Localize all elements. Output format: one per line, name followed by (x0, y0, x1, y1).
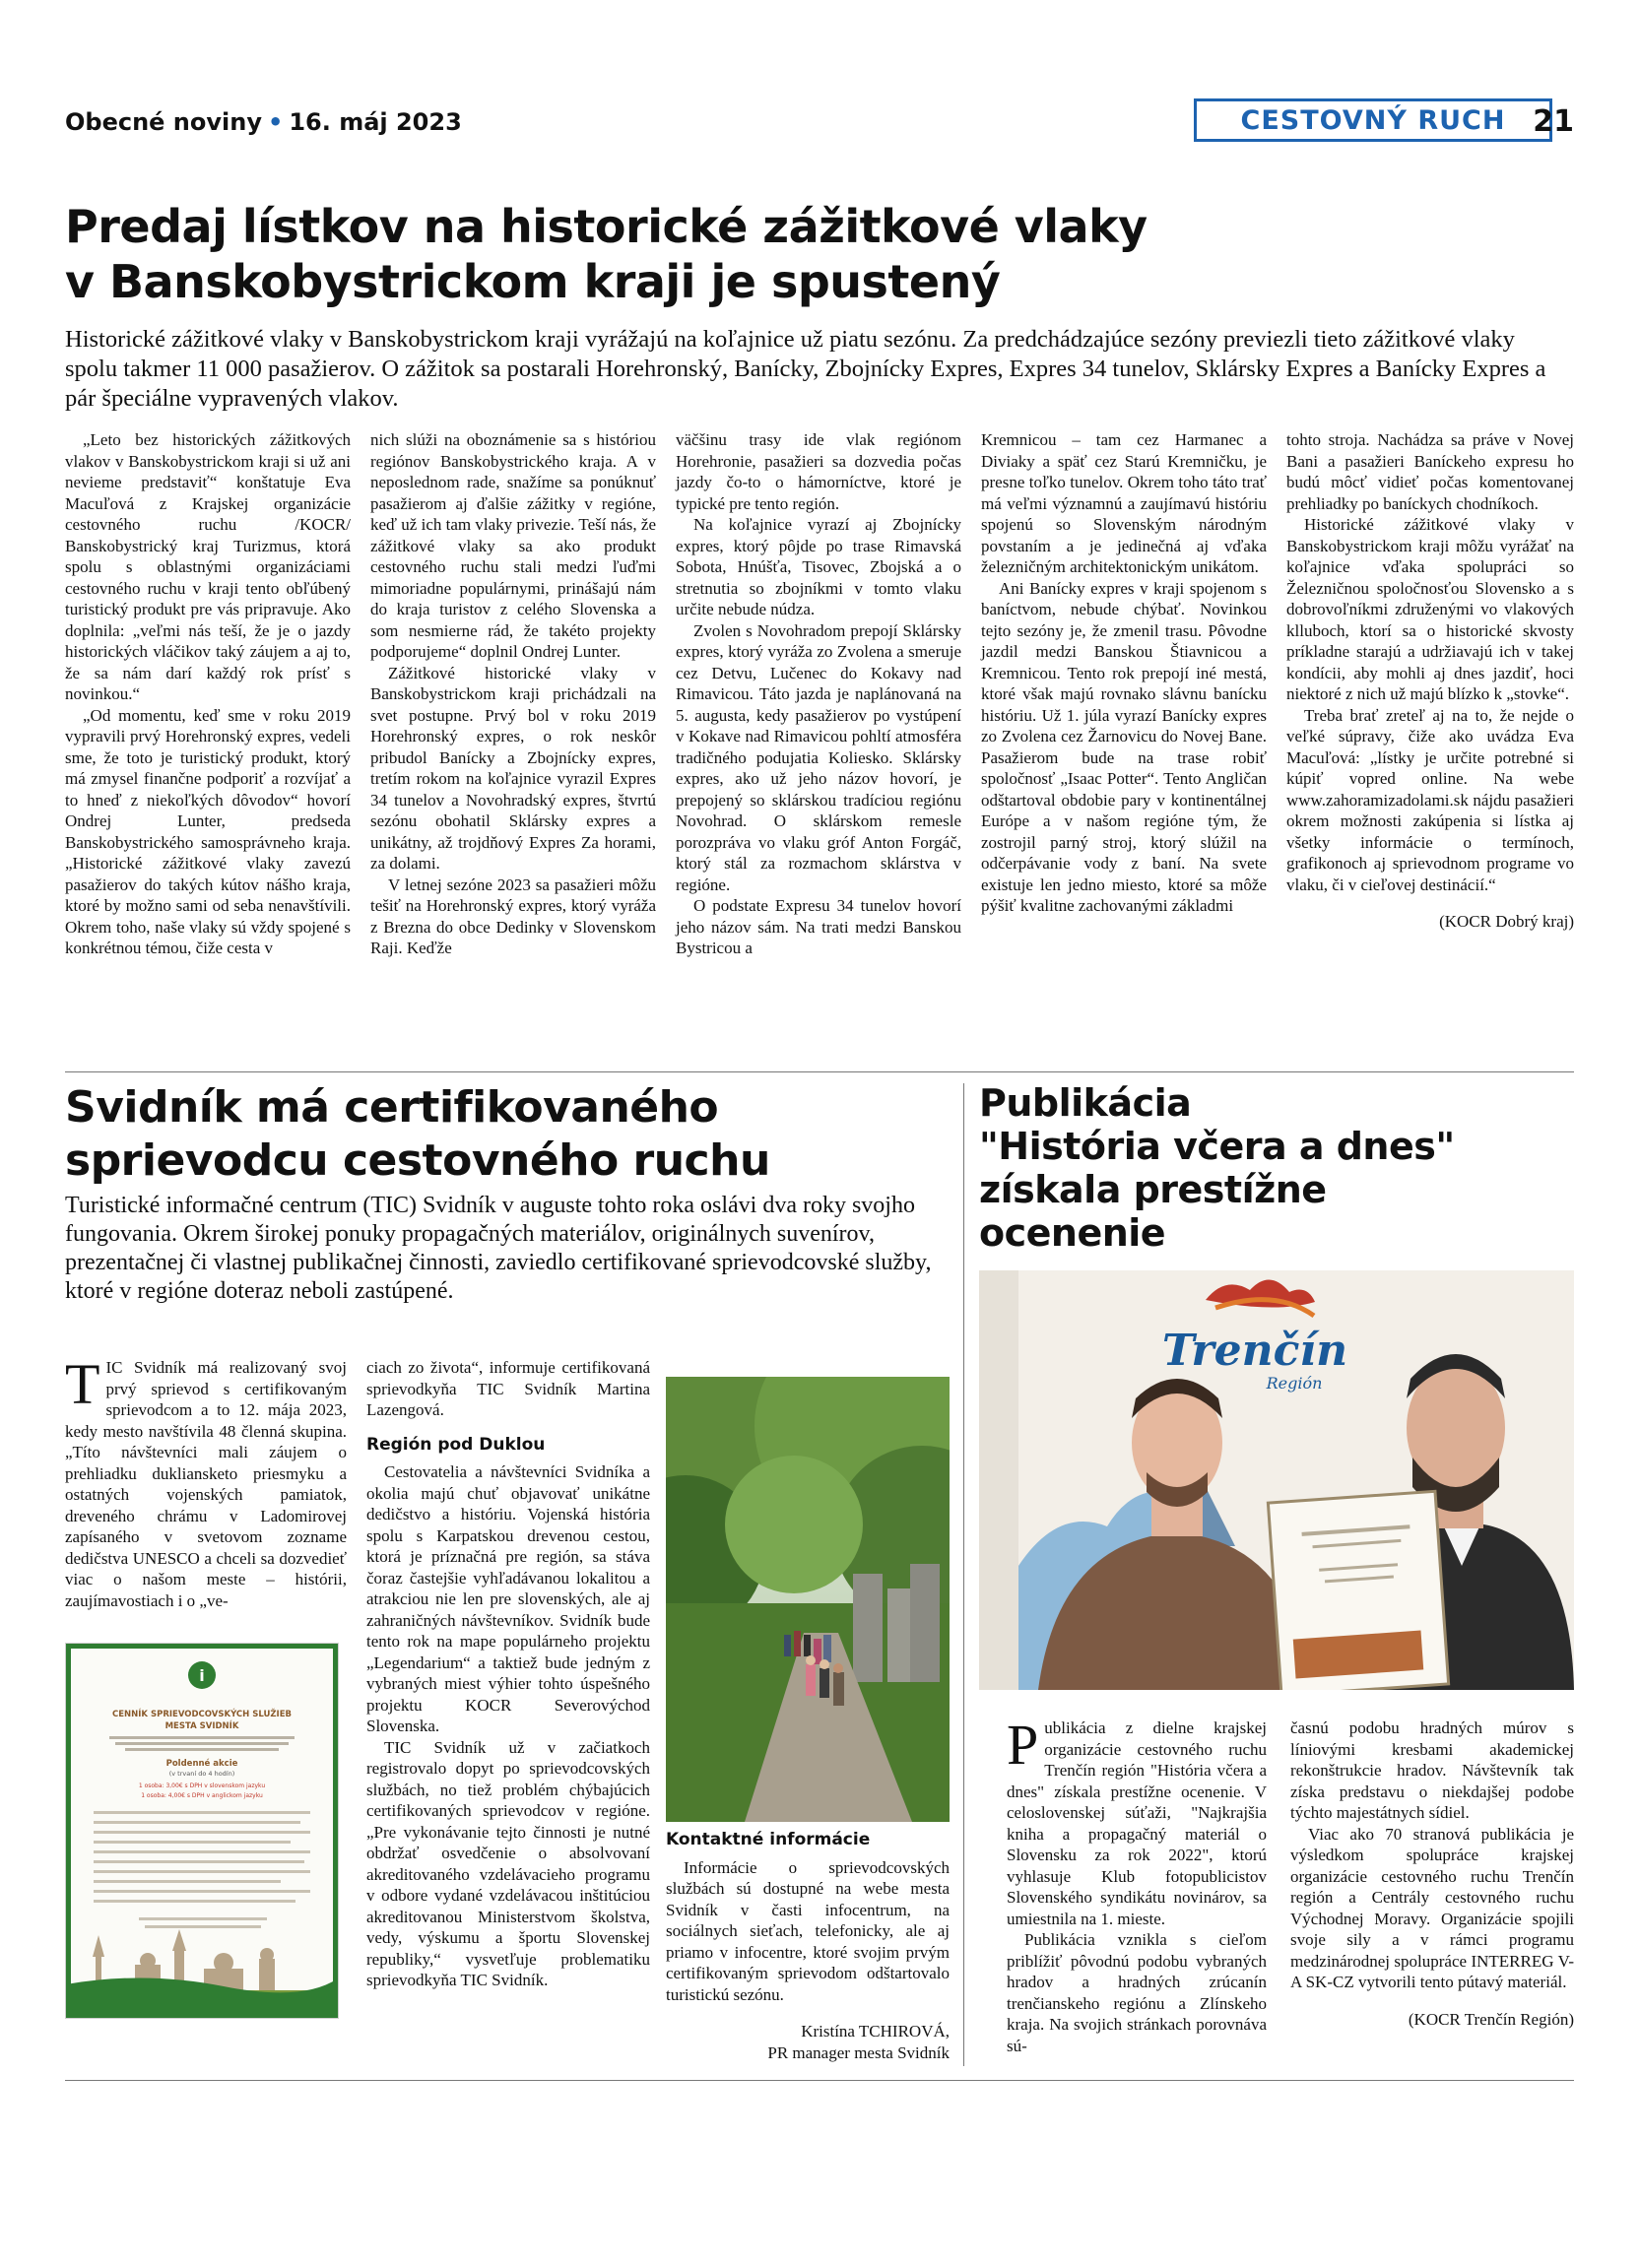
article2-column-3 (666, 1830, 950, 2063)
flyer-title-1: CENNÍK SPRIEVODCOVSKÝCH SLUŽIEB (112, 1710, 292, 1719)
publication-line (65, 108, 462, 136)
photo-logo-sub: Región (1266, 1374, 1323, 1393)
photo-logo-text: Trenčín (1161, 1326, 1348, 1376)
flyer-item-1: Poldenné akcie (165, 1759, 238, 1769)
article3-headline-line3: získala prestížne (979, 1168, 1327, 1211)
tourists-photo-graphic (666, 1377, 950, 1822)
article2-headline-line2: sprievodcu cestovného ruchu (65, 1135, 770, 1186)
article1-column-1 (65, 429, 351, 959)
article2-dropcap: T (65, 1352, 100, 1416)
column-divider (963, 1083, 964, 2066)
article2-lead: Turistické informačné centrum (TIC) Svidník v auguste tohto roka oslávi dva roky svojho fungovania. Okrem širokej ponuky propagačných materiálov, originálnych suvenírov, prezentačnej či vlastnej publikačnej činnosti, zaviedlo certifikované sprievodcovské služby, ktoré v regióne doteraz neboli zastúpené. (65, 1193, 932, 1304)
article1-lead: Historické zážitkové vlaky v Banskobystrickom kraji vyrážajú na koľajnice už piatu sezónu. Za predchádzajúce sezóny previezli tieto zážitkové vlaky spolu takmer 11 000 pasažierov. O zážitok sa postarali Horehronský, Banícky, Zbojnícky Expres, Expres 34 tunelov, Sklársky Expres a Banícky Expres a pár špeciálne vypravených vlakov. (65, 326, 1546, 412)
article1-body (65, 429, 1574, 1040)
article2-column-2 (366, 1357, 650, 1991)
article3-headline-line4: ocenenie (979, 1211, 1166, 1255)
page-bottom-rule (65, 2080, 1574, 2081)
article1-headline (65, 199, 1572, 309)
article1-paragraph: „Od momentu, keď sme v roku 2019 vypravili prvý Horehronský expres, vedeli sme, že toto je turistický produkt, ktorý má zmysel finančne podporiť a rozvíjať a to hneď z niekoľkých dôvodov“ hovorí Ondrej Lunter, predseda Banskobystrického samosprávneho kraja. „Historické zážitkové vlaky zavezú pasažierov do takých kútov nášho kraja, ktoré by možno sami od seba nenavštívili. Okrem toho, naše vlaky sú vždy spojené s konkrétnou témou, čiže cesta v (65, 705, 351, 957)
bullet-separator: • (267, 108, 284, 136)
article3-paragraph: Publikácia vznikla s cieľom priblížiť pôvodnú podobu vybraných hradov a hradných zrúcanín trenčianskeho regiónu a Zlínskeho kraja. Na svojich stránkach porovnáva sú- (1007, 1930, 1267, 2055)
article1-paragraph: Ani Banícky expres v kraji spojenom s baníctvom, nebude chýbať. Novinkou tejto sezóny je, že zmenil trasu. Pôvodne jazdil medzi Banskou Štiavnicou a Kremnicou. Tento rok prepojí iné mestá, ktoré však majú rovnako slávnu banícku históriu. Už 1. júla vyrazí Banícky expres zo Zvolena cez Žarnovicu do Novej Bane. Pasažierom bude na trase robiť spoločnosť „Isaac Potter“. Tento Angličan odštartoval obdobie pary v kontinentálnej Európe a v našom regióne tým, že zostrojil parný stroj, ktorý slúžil na odčerpávanie vody z baní. Na svete existuje len jedno miesto, ktoré sa môže pýšiť kvalitne zachovanými základmi (981, 578, 1267, 915)
article3-paragraph: Viac ako 70 stranová publikácia je výsledkom spolupráce krajskej organizácie cestovného ruchu Trenčín región a Centrály cestovného ruchu Východnej Moravy. Organizácie spojili svoje sily a v rámci programu medzinárodnej spolupráce INTERREG V-A SK-CZ vytvorili tento pútavý materiál. (1290, 1824, 1574, 1991)
article2-paragraph: TIC Svidník už v začiatkoch registrovalo dopyt po sprievodcovských službách, no tiež problém chýbajúcich certifikovaných sprievodcov v regióne. „Pre vykonávanie tejto činnosti je nutné obdržať osvedčenie o absolvovaní akreditovaného vzdelávacieho programu v odbore vydané vzdelávacou inštitúciou akreditovanou Ministerstvom školstva, vedy, výskumu a športu Slovenskej republiky,“ vysvetľuje problematiku sprievodkyňa TIC Svidník. (366, 1737, 650, 1989)
flyer-title-2: MESTA SVIDNÍK (164, 1721, 239, 1731)
article2-paragraph: ciach zo života“, informuje certifikovaná sprievodkyňa TIC Svidník Martina Lazengová. (366, 1358, 650, 1419)
article2-subhead: Región pod Duklou (366, 1434, 546, 1455)
flyer-graphic (66, 1644, 338, 2018)
article2-subhead: Kontaktné informácie (666, 1830, 871, 1849)
article3-headline-line2: "História včera a dnes" (979, 1125, 1455, 1168)
publication-date: 16. máj 2023 (289, 108, 462, 136)
article1-column-2 (370, 429, 656, 959)
article1-paragraph: väčšinu trasy ide vlak regiónom Horehronie, pasažieri sa dozvedia počas jazdy čo-to o hámorníctve, ktoré je typické pre tento región. (676, 430, 961, 513)
article1-paragraph: V letnej sezóne 2023 sa pasažieri môžu tešiť na Horehronský expres, ktorý vyráža z Brezna do obce Dedinky v Slovenskom Raji. Keďže (370, 875, 656, 957)
flyer-price-2: 1 osoba: 4,00€ s DPH v anglickom jazyku (141, 1792, 263, 1799)
article2-paragraph (65, 1352, 347, 1611)
article3-headline-line1: Publikácia (979, 1081, 1192, 1125)
article2-paragraph: Informácie o sprievodcovských službách sú dostupné na webe mesta Svidník v časti infocentrum, na sociálnych sieťach, telefonicky, ale aj priamo v infocentre, ktoré svojim prvým certifikovaným sprievodom odštartovalo turistickú sezónu. (666, 1857, 950, 2004)
price-list-flyer (65, 1643, 339, 2019)
article3-dropcap: P (1007, 1713, 1039, 1777)
article2-headline (65, 1081, 951, 1188)
section-tag: CESTOVNÝ RUCH (1194, 98, 1552, 142)
article1-headline-line2: v Banskobystrickom kraji je spustený (65, 255, 1001, 308)
article2-paragraph: Cestovatelia a návštevníci Svidníka a okolia majú chuť objavovať unikátne dedičstvo a históriu. Vojenská história spolu s Karpatskou drevenou cestou, ktorá je príznačná pre región, sa stáva čoraz častejšie vyhľadávanou lokalitou a atrakciou nie len pre slovenských, ale aj zahraničných návštevníkov. Svidník bude tento rok na mape populárneho projektu „Legendarium“ a taktiež bude jedným z vybraných miest výhier tohto úspešného projektu KOCR Severovýchod Slovenska. (366, 1462, 650, 1735)
article3-column-1 (1007, 1713, 1267, 2056)
award-photo-graphic (979, 1270, 1574, 1690)
article1-paragraph: nich slúži na oboznámenie sa s históriou regiónov Banskobystrického kraja. A v neposlednom rade, snažíme sa ponúknuť pasažierom aj ďalšie zážitky v regióne, keď už ich tam vlaky privezie. Teší nás, že zážitkové vlaky sa ako produkt cestovného ruchu stali medzi ľuďmi mimoriadne populárnymi, prinášajú nám do kraja turistov z celého Slovenska a som nesmierne rád, že takéto projekty podporujeme“ doplnil Ondrej Lunter. (370, 430, 656, 661)
page-header (65, 98, 1574, 148)
article3-headline (979, 1081, 1574, 1255)
article1-headline-line1: Predaj lístkov na historické zážitkové vlaky (65, 200, 1148, 253)
award-ceremony-photo (979, 1270, 1574, 1690)
section-divider (65, 1071, 1574, 1072)
article3-body (979, 1713, 1574, 2066)
article3-paragraph-text: ublikácia z dielne krajskej organizácie cestovného ruchu Trenčín región "História včera a dnes" získala prestížne ocenenie. V celoslovenskej súťaži, "Najkrajšia kniha a propagačný materiál o Slovensku za rok 2022", ktorú vyhlasuje Klub fotopublicistov Slovenského syndikátu novinárov, sa umiestnila na 1. mieste. (1007, 1718, 1267, 1928)
article1-paragraph: Historické zážitkové vlaky v Banskobystrickom kraji môžu vyrážať na koľajnice vďaka spolupráci so Železničnou spoločnosťou Slovensko a s dobrovoľníkmi združenými vo vlakových klluboch, ktorí sa o historické skvosty príkladne starajú a udržiavajú ich v takej kondícii, aby mohli aj dnes jazdiť, hoci niektoré z nich už majú blízko k „stovke“. (1286, 515, 1574, 703)
article1-paragraph: Treba brať zreteľ aj na to, že nejde o veľké súpravy, čiže ako uvádza Eva Macuľová: „lístky je určite potrebné si kúpiť vopred online. Na webe www.zahoramizadolami.sk nájdu pasažieri okrem možnosti zakúpenia si lístka aj všetky informácie o termínoch, grafikonoch aj sprievodnom programe vo vlaku, či v cieľovej destinácií.“ (1286, 705, 1574, 894)
article1-paragraph: tohto stroja. Nachádza sa práve v Novej Bani a pasažieri Baníckeho expresu ho budú môcť vidieť počas komentovanej prehliadky po baníckych chodníkoch. (1286, 430, 1574, 513)
signature-name: Kristína TCHIROVÁ, (801, 2022, 950, 2041)
publication-name: Obecné noviny (65, 108, 262, 136)
article2-headline-line1: Svidník má certifikovaného (65, 1082, 719, 1133)
tourists-walking-photo (666, 1377, 950, 1822)
svg-text:i: i (199, 1666, 205, 1685)
article2-paragraph-text: IC Svidník má realizovaný svoj prvý sprievod s certifikovaným sprievodcom a to 12. mája 2023, kedy mesto navštívila 48 členná skupina. „Títo návštevníci mali záujem o prehliadku dukliansketo priesmyku a ostatných vojenských pamiatok, dreveného chrámu v Ladomirovej zapísaného v svetovom zozname dedičstva UNESCO a chceli sa dozvedieť viac o našom meste – histórii, zaujímavostiach i o „ve- (65, 1358, 347, 1610)
article1-paragraph: O podstate Expresu 34 tunelov hovorí jeho názov sám. Na trati medzi Banskou Bystricou a (676, 896, 961, 957)
article3-paragraph: časnú podobu hradných múrov s líniovými kresbami akademickej rekonštrukcie hradov. Návštevník tak získa predstavu o niekdajšej podobe týchto majestátnych sídiel. (1290, 1718, 1574, 1822)
signature-role: PR manager mesta Svidník (767, 2042, 950, 2062)
article3-column-2 (1290, 1717, 1574, 2030)
article3-signature: (KOCR Trenčín Región) (1408, 2009, 1574, 2029)
article2-column-1 (65, 1352, 347, 1611)
article3-paragraph (1007, 1713, 1267, 1929)
article1-paragraph: „Leto bez historických zážitkových vlakov v Banskobystrickom kraji si už ani nevieme predstaviť“ konštatuje Eva Macuľová z Krajskej organizácie cestovného ruchu /KOCR/ Banskobystrický kraj Turizmus, ktorá spolu s oblastnými organizáciami cestovného ruchu v kraji tento obľúbený turistický produkt pre vás pripravuje. Ako doplnila: „veľmi nás teší, že je o jazdy historických vláčikov taký záujem a aj to, že sa nám darí každý rok prísť s novinkou.“ (65, 430, 351, 703)
article1-column-4 (981, 429, 1267, 917)
article1-paragraph: Zážitkové historické vlaky v Banskobystrickom kraji prichádzali na svet postupne. Prvý bol v roku 2019 Horehronský expres, o rok neskôr pribudol Banícky a Zbojnícky expres, tretím rokom na koľajnice vyrazil Expres 34 tunelov a Novohradský expres, štvrtú sezónu obohatil Sklársky expres a unikátny, až trojdňový Expres Za horami, za dolami. (370, 663, 656, 873)
article1-paragraph: Kremnicou – tam cez Harmanec a Diviaky a späť cez Starú Kremničku, je presne toľko tunelov. Okrem toho táto trať má veľmi významnú a zaujímavú históriu spojenú so Slovenským národným povstaním a je jedinečná aj vďaka železničným architektonickým unikátom. (981, 430, 1267, 576)
flyer-price-1: 1 osoba: 3,00€ s DPH v slovenskom jazyku (138, 1782, 266, 1789)
article2-signature (666, 2021, 950, 2063)
page-number: 21 (1533, 104, 1574, 139)
article1-signature: (KOCR Dobrý kraj) (1439, 912, 1574, 931)
article1-paragraph: Na koľajnice vyrazí aj Zbojnícky expres, ktorý pôjde po trase Rimavská Sobota, Hnúšťa, Tisovec, Zbojská a o stretnutia so zbojníkmi v tomto vlaku určite nebude núdza. (676, 515, 961, 618)
flyer-item-1-sub: (v trvaní do 4 hodín) (168, 1770, 235, 1778)
article1-column-5 (1286, 429, 1574, 933)
article1-paragraph: Zvolen s Novohradom prepojí Sklársky expres, ktorý vyráža zo Zvolena a smeruje cez Detvu, Lučenec do Kokavy nad Rimavicou. Táto jazda je naplánovaná na 5. augusta, kedy pasažierov po vystúpení v Kokave nad Rimavicou pohltí atmosféra tradičného podujatia Koliesko. Sklársky expres, ako už jeho názov hovorí, je prepojený so sklárskou tradíciou regiónu Novohrad. O sklárskom remesle porozpráva vo vlaku gróf Anton Forgáč, ktorý stál za rozmachom sklárstva v regióne. (676, 620, 961, 894)
article1-column-3 (676, 429, 961, 959)
